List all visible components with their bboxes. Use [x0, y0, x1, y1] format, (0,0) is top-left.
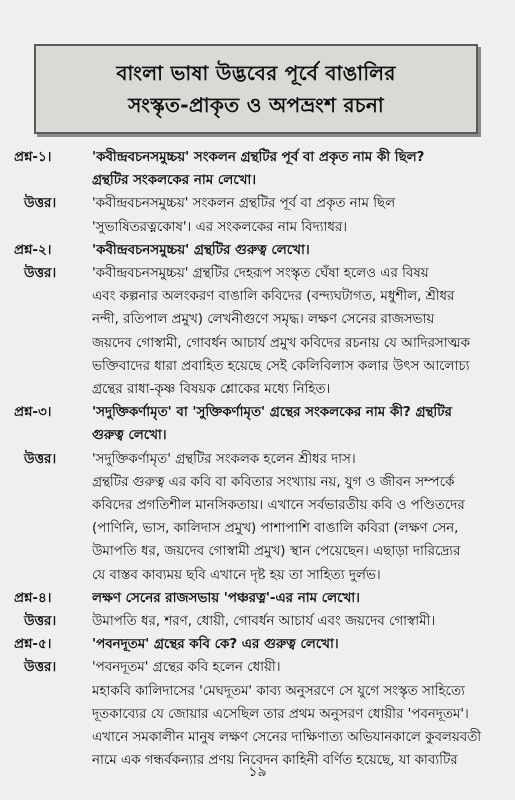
text-line: 'সদুক্তিকর্ণামৃত' বা 'সুক্তিকর্ণামৃত' গ্রন্থের সংকলকের নাম কী? গ্রন্থটির: [92, 405, 452, 421]
answer-block: [14, 192, 502, 238]
question-text: [92, 239, 502, 262]
question-label: প্রশ্ন-৪।: [14, 590, 52, 606]
text-line: উমাপতি ধর, শরণ, ধোয়ী, গোবর্ধন আচার্য এবং জয়দেব গোস্বামী।: [92, 614, 436, 630]
question-block: [14, 401, 502, 447]
question-text: [92, 587, 502, 610]
answer-label: উত্তর।: [24, 451, 57, 467]
text-line: এবং কল্পনার অলংকরণ বাঙালি কবিদের (বন্দ্যঘটাগত, মধুশীল, শ্রীধর: [92, 289, 455, 305]
question-block: [14, 239, 502, 262]
answer-label: উত্তর।: [24, 196, 57, 212]
text-line: কবিদের প্রগতিশীল মানসিকতায়। এখানে সর্বভারতীয় কবি ও পণ্ডিতদের: [92, 498, 465, 514]
answer-label: উত্তর।: [24, 614, 57, 630]
answer-block: [14, 656, 502, 772]
qa-content: [14, 146, 502, 772]
text-line: 'কবীন্দ্রবচনসমুচ্চয়' গ্রন্থটির গুরুত্ব লেখো।: [92, 242, 310, 258]
question-label: প্রশ্ন-৫।: [14, 637, 52, 653]
question-label: প্রশ্ন-১।: [14, 150, 52, 165]
answer-text: [92, 192, 502, 238]
text-line: জয়দেব গোস্বামী, গোবর্ধন আচার্য প্রমুখ কবিদের রচনায় যে আদিরসাত্মক: [92, 335, 470, 351]
text-line: নন্দী, রতিপাল প্রমুখ) লেখনীগুণে সমৃদ্ধ। লক্ষণ সেনের রাজসভায়: [92, 312, 435, 328]
text-line: উমাপতি ধর, জয়দেব গোস্বামী প্রমুখ) স্থান পেয়েছেন। এছাড়া দারিদ্র্যের: [92, 544, 461, 560]
text-line: 'কবীন্দ্রবচনসমুচ্চয়' সংকলন গ্রন্থটির পূর্ব বা প্রকৃত নাম ছিল: [92, 196, 396, 212]
question-text: [92, 633, 502, 656]
answer-block: [14, 448, 502, 587]
answer-block: [14, 262, 502, 401]
text-line: (পাণিনি, ভাস, কালিদাস প্রমুখ) পাশাপাশি বাঙালি কবিরা (লক্ষণ সেন,: [92, 521, 459, 537]
text-line: 'কবীন্দ্রবচনসমুচ্চয়' সংকলন গ্রন্থটির পূর্ব বা প্রকৃত নাম কী ছিল?: [92, 150, 425, 165]
answer-text: [92, 656, 502, 772]
text-line: মহাকবি কালিদাসের 'মেঘদূতম' কাব্য অনুসরণে সে যুগে সংস্কৃত সাহিত্যে: [92, 683, 465, 699]
text-line: যে বাস্তব কাব্যময় ছবি এখানে দৃষ্ট হয় তা সাহিত্য দুর্লভ।: [92, 567, 381, 583]
text-line: এখানে সমকালীন মানুষ লক্ষণ সেনের দাক্ষিণাত্য অভিযানকালে কুবলয়বতী: [92, 730, 482, 746]
text-line: 'সুভাষিতরত্নকোষ'। এর সংকলকের নাম বিদ্যাধর।: [92, 219, 348, 235]
text-line: 'কবীন্দ্রবচনসমুচ্চয়' গ্রন্থটির দেহরূপ সংস্কৃত ঘেঁষা হলেও এর বিষয়: [92, 266, 429, 282]
text-line: লক্ষণ সেনের রাজসভায় 'পঞ্চরত্ন'-এর নাম লেখো।: [92, 590, 360, 606]
answer-text: [92, 448, 502, 587]
question-text: [92, 401, 502, 447]
text-line: গ্রন্থটির গুরুত্ব এর কবি বা কবিতার সংখ্যায় নয়, যুগ ও জীবন সম্পর্কে: [92, 474, 455, 490]
question-block: [14, 146, 502, 192]
text-line: গ্রন্থের রাধা-কৃষ্ণ বিষয়ক শ্লোকের মধ্যে নিহিত।: [92, 382, 331, 398]
text-line: 'পবনদূতম' গ্রন্থের কবি কে? এর গুরুত্ব লেখো।: [92, 637, 339, 653]
text-line: ভক্তিবাদের ধারা প্রবাহিত হয়েছে সেই কেলিবিলাস কলার উৎস আলোচ্য: [92, 358, 470, 374]
question-block: [14, 587, 502, 610]
answer-text: [92, 262, 502, 401]
text-line: 'সদুক্তিকর্ণামৃত' গ্রন্থটির সংকলক হলেন শ্রীধর দাস।: [92, 451, 356, 467]
text-line: নামে এক গন্ধর্বকন্যার প্রণয় নিবেদন কাহিনী বর্ণিত হয়েছে, যা কাব্যটির: [92, 753, 458, 769]
chapter-title-line-1: বাংলা ভাষা উদ্ভবের পূর্বে বাঙালির: [116, 61, 396, 85]
text-line: 'পবনদূতম' গ্রন্থের কবি হলেন ধোয়ী।: [92, 660, 281, 676]
answer-text: [92, 610, 502, 633]
text-line: দূতকাব্যের যে জোয়ার এসেছিল তার প্রথম অনুসরণ ধোয়ীর 'পবনদূতম'।: [92, 706, 469, 722]
question-block: [14, 633, 502, 656]
chapter-title-banner: [34, 44, 478, 134]
text-line: গুরুত্ব লেখো।: [92, 428, 167, 444]
chapter-title-line-2: সংস্কৃত-প্রাকৃত ও অপভ্রংশ রচনা: [128, 93, 384, 117]
answer-label: উত্তর।: [24, 266, 57, 282]
question-label: প্রশ্ন-৩।: [14, 405, 52, 421]
text-line: গ্রন্থটির সংকলকের নাম লেখো।: [92, 173, 257, 189]
question-text: [92, 146, 502, 192]
answer-block: [14, 610, 502, 633]
answer-label: উত্তর।: [24, 660, 57, 676]
question-label: প্রশ্ন-২।: [14, 242, 52, 258]
page-number: ১৯: [248, 764, 267, 780]
